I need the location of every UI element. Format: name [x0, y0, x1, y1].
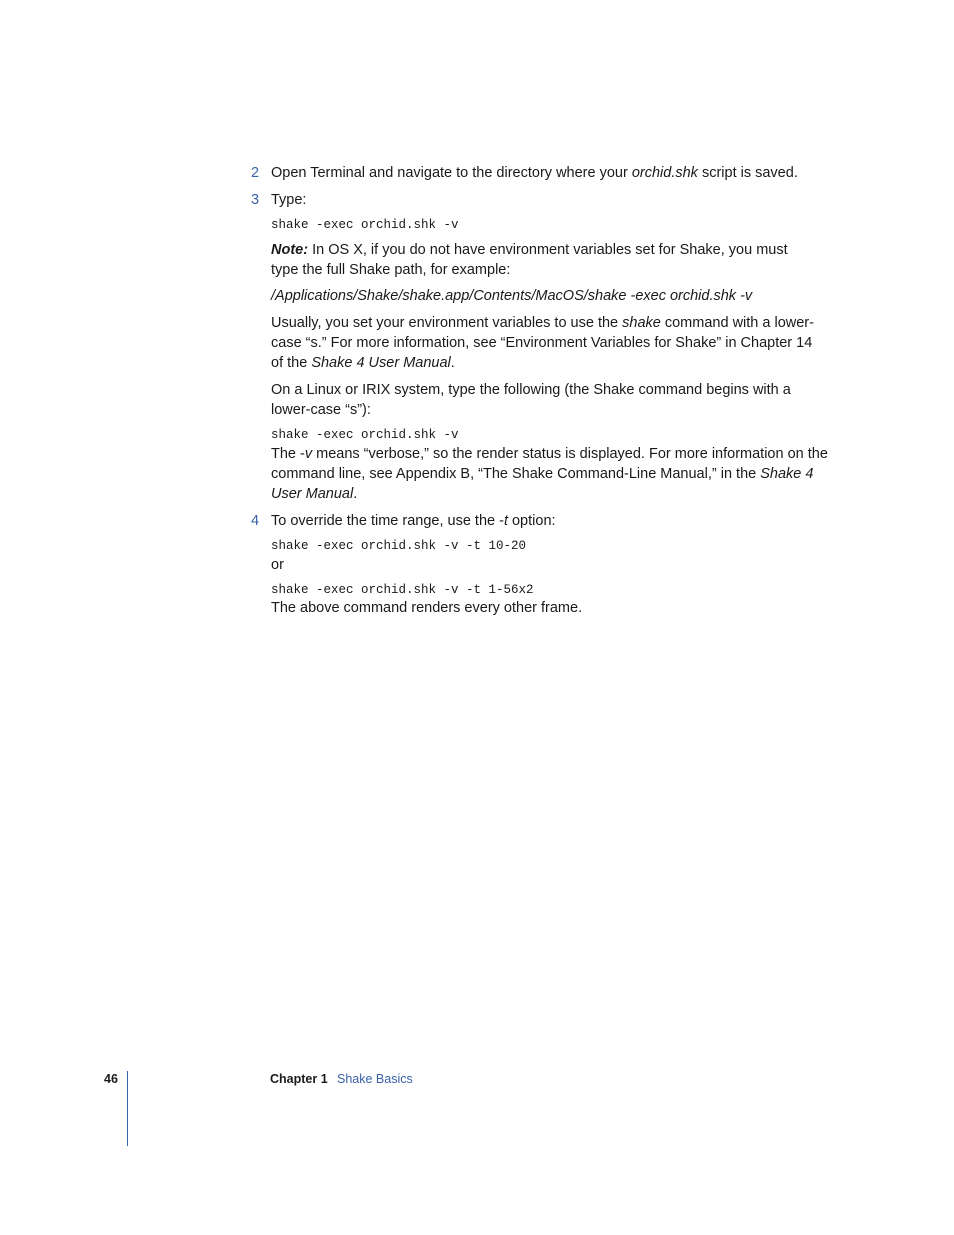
code-line: shake -exec orchid.shk -v: [271, 428, 459, 442]
verbose-paragraph: The -v means “verbose,” so the render status is displayed. For more information on the command line, see Appendix B, “The Shake Command-Line Manual,” in the Shake 4 User Manual.: [271, 446, 828, 502]
step-4-text: To override the time range, use the -t option:: [271, 513, 556, 529]
every-other-frame-text: The above command renders every other frame.: [271, 600, 583, 616]
code-line: shake -exec orchid.shk -v -t 1-56x2: [271, 583, 534, 597]
step-number: 4: [251, 513, 260, 529]
path-line: /Applications/Shake/shake.app/Contents/MacOS/shake -exec orchid.shk -v: [271, 288, 753, 304]
step-number: 3: [251, 192, 260, 208]
code-line: shake -exec orchid.shk -v: [271, 218, 459, 232]
code-line: shake -exec orchid.shk -v -t 10-20: [271, 539, 527, 553]
footer-divider: [127, 1071, 128, 1146]
footer-chapter-label: Chapter 1: [270, 1072, 328, 1086]
note-paragraph: Note: In OS X, if you do not have environment variables set for Shake, you must type the full Shake path, for example:: [271, 242, 788, 278]
step-3-text: Type:: [271, 192, 307, 208]
step-number: 2: [251, 165, 260, 181]
env-variables-paragraph: Usually, you set your environment variables to use the shake command with a lower-case “s.” For more information, see “Environment Variables for Shake” in Chapter 14 of the Shake 4 User Manual.: [271, 315, 814, 371]
linux-paragraph: On a Linux or IRIX system, type the following (the Shake command begins with a lower-case “s”):: [271, 382, 791, 418]
page-number: 46: [104, 1072, 118, 1086]
step-2-text: Open Terminal and navigate to the directory where your orchid.shk script is saved.: [271, 165, 798, 181]
footer-chapter-title: Shake Basics: [337, 1072, 413, 1086]
or-text: or: [271, 557, 284, 573]
